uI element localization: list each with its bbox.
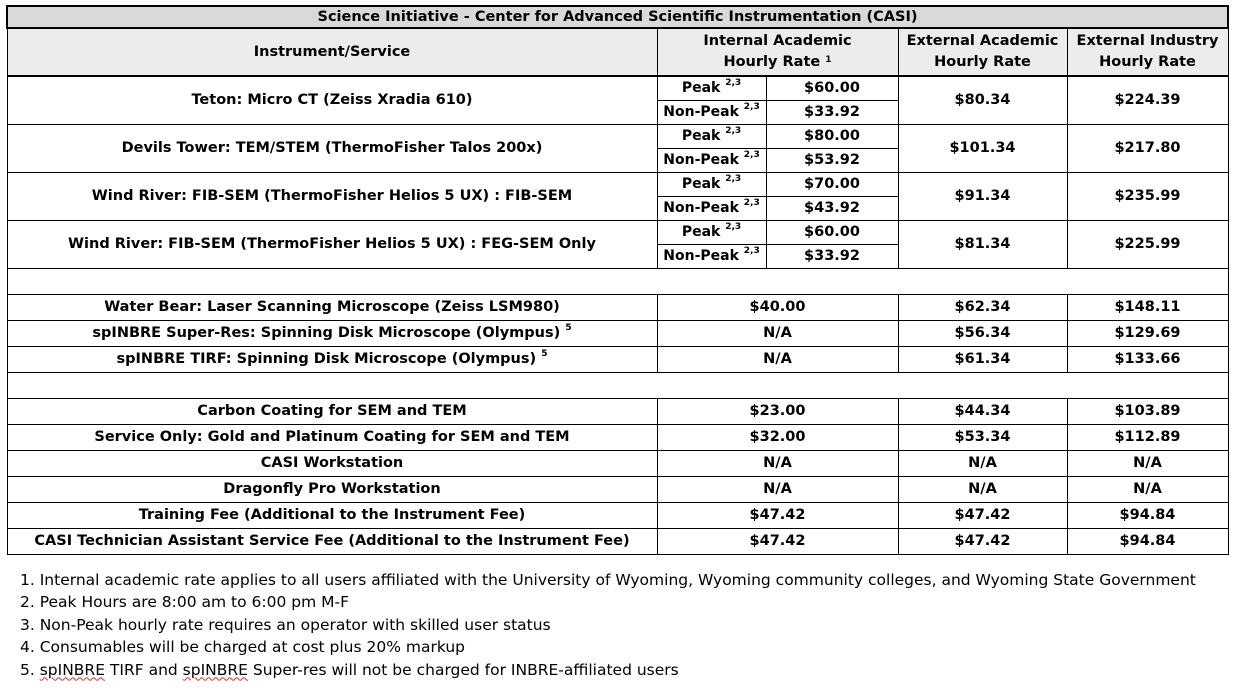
rate-table [6, 5, 1229, 555]
external-academic-rate: $56.34 [898, 320, 1067, 346]
service-name: Carbon Coating for SEM and TEM [7, 398, 657, 424]
external-academic-rate: $47.42 [898, 502, 1067, 528]
instrument-name: Water Bear: Laser Scanning Microscope (Zeiss LSM980) [7, 294, 657, 320]
instrument-name: Wind River: FIB-SEM (ThermoFisher Helios 5 UX) : FEG-SEM Only [7, 220, 657, 268]
service-name: Service Only: Gold and Platinum Coating for SEM and TEM [7, 424, 657, 450]
peak-rate: $60.00 [766, 220, 898, 244]
external-industry-rate: $217.80 [1067, 124, 1228, 172]
peak-rate: $80.00 [766, 124, 898, 148]
peak-label: Peak $^{2,3}$ [657, 76, 766, 100]
footnotes [20, 569, 1196, 681]
footnote: 2. Peak Hours are 8:00 am to 6:00 pm M-F [20, 593, 350, 612]
internal-academic-rate: $23.00 [657, 398, 898, 424]
nonpeak-rate: $43.92 [766, 196, 898, 220]
external-industry-rate: $94.84 [1067, 502, 1228, 528]
table-title: Science Initiative - Center for Advanced Scientific Instrumentation (CASI) [7, 6, 1228, 28]
instrument-name: Devils Tower: TEM/STEM (ThermoFisher Talos 200x) [7, 124, 657, 172]
header-instrument: Instrument/Service [7, 28, 657, 76]
nonpeak-label: Non-Peak $^{2,3}$ [657, 148, 766, 172]
external-academic-rate: $53.34 [898, 424, 1067, 450]
external-industry-rate: $225.99 [1067, 220, 1228, 268]
footnote: 5. spINBRE TIRF and spINBRE Super-res will not be charged for INBRE-affiliated users [20, 660, 679, 679]
external-industry-rate: N/A [1067, 450, 1228, 476]
nonpeak-rate: $33.92 [766, 100, 898, 124]
internal-academic-rate: N/A [657, 346, 898, 372]
nonpeak-label: Non-Peak $^{2,3}$ [657, 100, 766, 124]
nonpeak-rate: $33.92 [766, 244, 898, 268]
internal-academic-rate: $47.42 [657, 502, 898, 528]
peak-rate: $70.00 [766, 172, 898, 196]
external-industry-rate: $224.39 [1067, 76, 1228, 124]
peak-label: Peak $^{2,3}$ [657, 220, 766, 244]
instrument-name: Teton: Micro CT (Zeiss Xradia 610) [7, 76, 657, 124]
nonpeak-rate: $53.92 [766, 148, 898, 172]
header-external-academic: External Academic Hourly Rate [898, 28, 1067, 76]
peak-label: Peak $^{2,3}$ [657, 124, 766, 148]
instrument-name: spINBRE Super-Res: Spinning Disk Microscope (Olympus) $^5$ [7, 320, 657, 346]
external-industry-rate: N/A [1067, 476, 1228, 502]
external-academic-rate: $62.34 [898, 294, 1067, 320]
internal-academic-rate: $32.00 [657, 424, 898, 450]
header-external-industry: External Industry Hourly Rate [1067, 28, 1228, 76]
internal-academic-rate: N/A [657, 320, 898, 346]
external-academic-rate: $80.34 [898, 76, 1067, 124]
peak-rate: $60.00 [766, 76, 898, 100]
service-name: Dragonfly Pro Workstation [7, 476, 657, 502]
instrument-name: spINBRE TIRF: Spinning Disk Microscope (Olympus) $^5$ [7, 346, 657, 372]
external-industry-rate: $94.84 [1067, 528, 1228, 554]
instrument-name: Wind River: FIB-SEM (ThermoFisher Helios 5 UX) : FIB-SEM [7, 172, 657, 220]
spacer-row [7, 268, 1228, 294]
nonpeak-label: Non-Peak $^{2,3}$ [657, 196, 766, 220]
footnote: 1. Internal academic rate applies to all users affiliated with the University of Wyoming, Wyoming community colleges, and Wyoming State Government [20, 571, 1196, 589]
external-industry-rate: $235.99 [1067, 172, 1228, 220]
nonpeak-label: Non-Peak $^{2,3}$ [657, 244, 766, 268]
external-academic-rate: $47.42 [898, 528, 1067, 554]
internal-academic-rate: N/A [657, 450, 898, 476]
header-internal-academic: Internal Academic Hourly Rate $^1$ [657, 28, 898, 76]
service-name: CASI Workstation [7, 450, 657, 476]
service-name: Training Fee (Additional to the Instrument Fee) [7, 502, 657, 528]
external-academic-rate: $101.34 [898, 124, 1067, 172]
external-academic-rate: N/A [898, 450, 1067, 476]
external-industry-rate: $148.11 [1067, 294, 1228, 320]
external-academic-rate: $44.34 [898, 398, 1067, 424]
external-industry-rate: $112.89 [1067, 424, 1228, 450]
external-industry-rate: $103.89 [1067, 398, 1228, 424]
footnote: 3. Non-Peak hourly rate requires an operator with skilled user status [20, 615, 551, 634]
internal-academic-rate: N/A [657, 476, 898, 502]
internal-academic-rate: $40.00 [657, 294, 898, 320]
internal-academic-rate: $47.42 [657, 528, 898, 554]
external-academic-rate: N/A [898, 476, 1067, 502]
service-name: CASI Technician Assistant Service Fee (Additional to the Instrument Fee) [7, 528, 657, 554]
peak-label: Peak $^{2,3}$ [657, 172, 766, 196]
external-academic-rate: $61.34 [898, 346, 1067, 372]
external-industry-rate: $129.69 [1067, 320, 1228, 346]
external-academic-rate: $81.34 [898, 220, 1067, 268]
external-academic-rate: $91.34 [898, 172, 1067, 220]
spacer-row [7, 372, 1228, 398]
footnote: 4. Consumables will be charged at cost plus 20% markup [20, 638, 466, 657]
external-industry-rate: $133.66 [1067, 346, 1228, 372]
